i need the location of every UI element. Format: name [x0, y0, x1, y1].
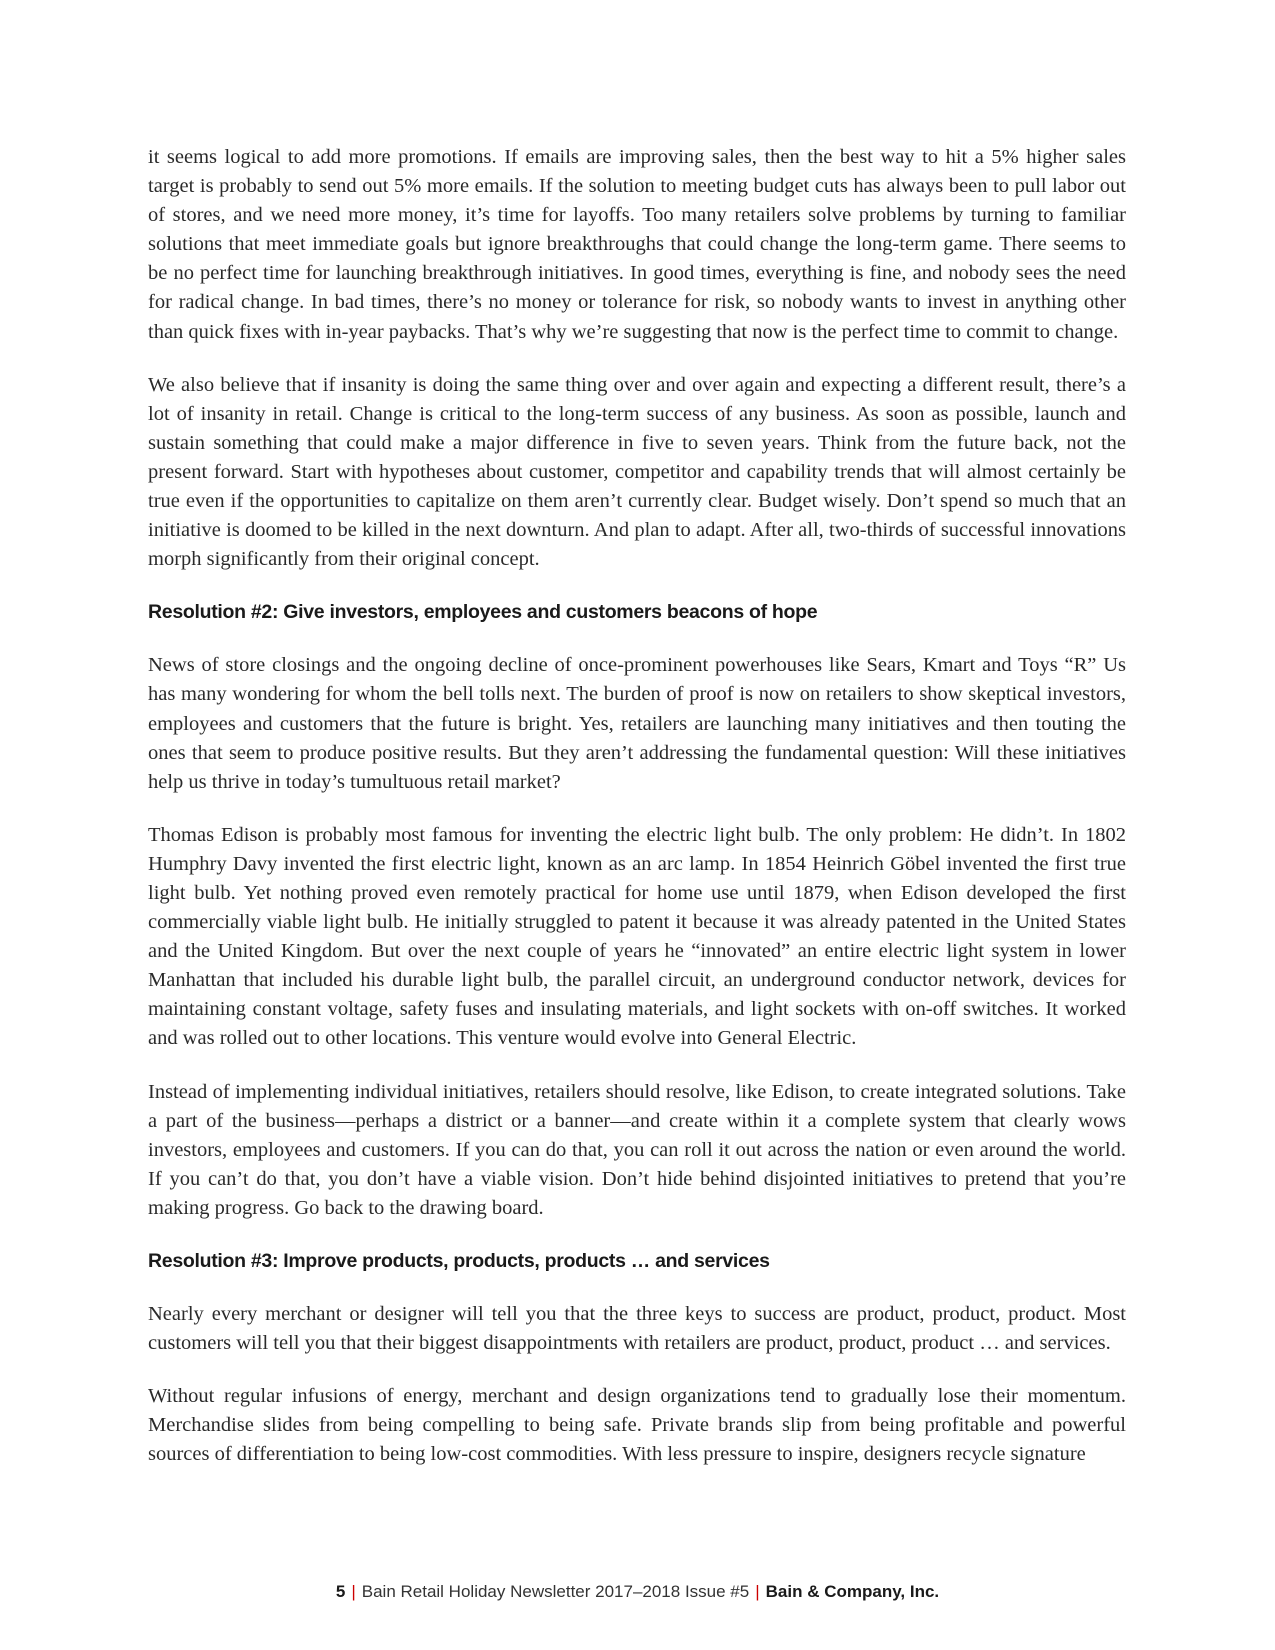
resolution-2-paragraph-3: Instead of implementing individual initiatives, retailers should resolve, like Edison, to create integrated solutions. Take a part of the business—perhaps a district or a banner—and create within it a complete system that clearly wows investors, employees and customers. If you can do that, you can roll it out across the nation or even around the world. If you can’t do that, you don’t have a viable vision. Don’t hide behind disjointed initiatives to pretend that you’re making progress. Go back to the drawing board. — [148, 1080, 1126, 1219]
company-name: Bain & Company, Inc. — [765, 1582, 940, 1601]
page-footer — [0, 1581, 1275, 1603]
resolution-2-paragraph-1: News of store closings and the ongoing decline of once-prominent powerhouses like Sears, Kmart and Toys “R” Us has many wondering for whom the bell tolls next. The burden of proof is now on retailers to show skeptical investors, employees and customers that the future is bright. Yes, retailers are launching many initiatives and then touting the ones that seem to produce positive results. But they aren’t addressing the fundamental question: Will these initiatives help us thrive in today’s tumultuous retail market? — [148, 654, 1126, 793]
publication-title: Bain Retail Holiday Newsletter 2017–2018 Issue #5 — [361, 1582, 750, 1601]
resolution-2-heading: Resolution #2: Give investors, employees and customers beacons of hope — [148, 601, 818, 624]
body-content — [148, 143, 1126, 1493]
intro-paragraph-2: We also believe that if insanity is doing the same thing over and over again and expecting a different result, there’s a lot of insanity in retail. Change is critical to the long-term success of any business. As soon as possible, launch and sustain something that could make a major difference in five to seven years. Think from the future back, not the present forward. Start with hypotheses about customer, competitor and capability trends that will almost certainly be true even if the opportunities to capitalize on them aren’t currently clear. Budget wisely. Don’t spend so much that an initiative is doomed to be killed in the next downturn. And plan to adapt. After all, two-thirds of successful innovations morph significantly from their original concept. — [148, 373, 1126, 571]
resolution-3-paragraph-1: Nearly every merchant or designer will tell you that the three keys to success are product, product, product. Most customers will tell you that their biggest disappointments with retailers are product, product, product … and services. — [148, 1303, 1126, 1355]
resolution-3-heading: Resolution #3: Improve products, products, products … and services — [148, 1250, 770, 1272]
resolution-3-paragraph-2: Without regular infusions of energy, merchant and design organizations tend to gradually lose their momentum. Merchandise slides from being compelling to being safe. Private brands slip from being profitable and powerful sources of differentiation to being low-cost commodities. With less pressure to inspire, designers recycle signature — [148, 1385, 1126, 1466]
intro-paragraph-1: it seems logical to add more promotions. If emails are improving sales, then the best way to hit a 5% higher sales target is probably to send out 5% more emails. If the solution to meeting budget cuts has always been to pull labor out of stores, and we need more money, it’s time for layoffs. Too many retailers solve problems by turning to familiar solutions that meet immediate goals but ignore breakthroughs that could change the long-term game. There seems to be no perfect time for launching breakthrough initiatives. In good times, everything is fine, and nobody sees the need for radical change. In bad times, there’s no money or tolerance for risk, so nobody wants to invest in anything other than quick fixes with in-year paybacks. That’s why we’re suggesting that now is the perfect time to commit to change. — [148, 146, 1126, 343]
footer-separator-1: | — [351, 1582, 356, 1601]
resolution-2-paragraph-2: Thomas Edison is probably most famous for inventing the electric light bulb. The only problem: He didn’t. In 1802 Humphry Davy invented the first electric light, known as an arc lamp. In 1854 Heinrich Göbel invented the first true light bulb. Yet nothing proved even remotely practical for home use until 1879, when Edison developed the first commercially viable light bulb. He initially struggled to patent it because it was already patented in the United States and the United Kingdom. But over the next couple of years he “innovated” an entire electric light system in lower Manhattan that included his durable light bulb, the parallel circuit, an underground conductor network, devices for maintaining constant voltage, safety fuses and insulating materials, and light sockets with on-off switches. It worked and was rolled out to other locations. This venture would evolve into General Electric. — [148, 823, 1126, 1050]
page-number: 5 — [335, 1582, 346, 1601]
footer-separator-2: | — [755, 1582, 760, 1601]
